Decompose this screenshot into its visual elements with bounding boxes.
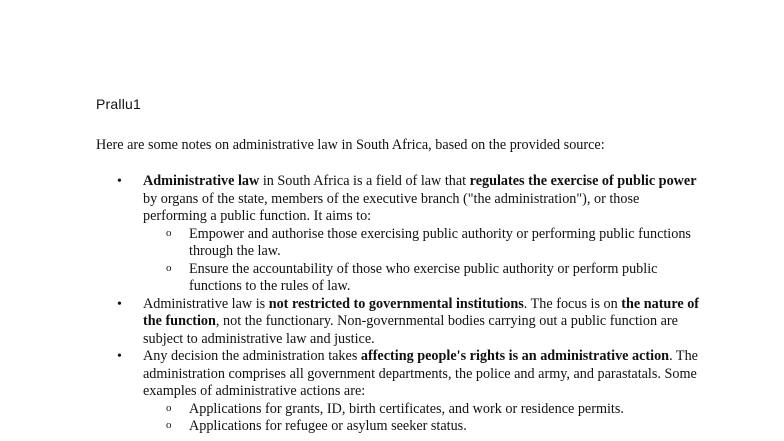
sub-bullet-text: Empower and authorise those exercising public authority or performing public functions through the law. xyxy=(189,225,691,259)
text-segment: . The administration comprises all government departments, the police and army, and parastatals. Some examples of administrative actions are: xyxy=(143,348,698,399)
sub-bullet-item xyxy=(143,401,697,419)
bold-text: affecting people's rights is an administrative action xyxy=(360,348,670,364)
text-segment: Any decision the administration takes xyxy=(143,348,361,364)
text-segment: . The focus is on xyxy=(523,295,622,312)
notes-bullet-list xyxy=(0,173,784,436)
bold-text: not restricted to governmental institutions xyxy=(268,295,524,312)
bullet-text xyxy=(143,296,699,347)
sub-bullet-text: Applications for grants, ID, birth certificates, and work or residence permits. xyxy=(189,400,624,417)
bullet-icon: • xyxy=(117,349,122,364)
bullet-icon: • xyxy=(117,296,122,312)
text-segment: in South Africa is a field of law that xyxy=(259,173,470,189)
document-heading: Prallu1 xyxy=(96,96,141,112)
sub-bullet-item xyxy=(143,261,697,296)
intro-paragraph: Here are some notes on administrative law in South Africa, based on the provided source: xyxy=(96,137,605,153)
bullet-text xyxy=(143,173,697,224)
bold-text: regulates the exercise of public power xyxy=(469,173,697,189)
sub-bullet-list xyxy=(143,401,703,436)
bold-text: the nature of the function xyxy=(143,295,700,329)
bullet-item xyxy=(0,348,703,436)
text-segment: , not the functionary. Non-governmental bodies carrying out a public function are subject to administrative law and justice. xyxy=(143,313,678,347)
circle-bullet-icon: o xyxy=(166,419,172,431)
sub-bullet-item xyxy=(143,226,697,261)
sub-bullet-text: Ensure the accountability of those who exercise public authority or perform public functions to the rules of law. xyxy=(189,260,658,294)
sub-bullet-text: Applications for refugee or asylum seeker status. xyxy=(189,418,467,434)
text-segment: Administrative law is xyxy=(143,295,269,312)
sub-bullet-item xyxy=(143,418,697,436)
sub-bullet-list xyxy=(143,226,703,296)
bullet-icon: • xyxy=(117,174,122,189)
bullet-text xyxy=(143,348,698,399)
circle-bullet-icon: o xyxy=(166,261,172,274)
circle-bullet-icon: o xyxy=(166,226,172,239)
text-segment: by organs of the state, members of the executive branch ("the administration"), or those performing a public function. It aims to: xyxy=(143,190,640,224)
bullet-item xyxy=(0,173,703,296)
circle-bullet-icon: o xyxy=(166,401,172,414)
bullet-item xyxy=(0,296,703,349)
bold-text: Administrative law xyxy=(143,173,260,189)
